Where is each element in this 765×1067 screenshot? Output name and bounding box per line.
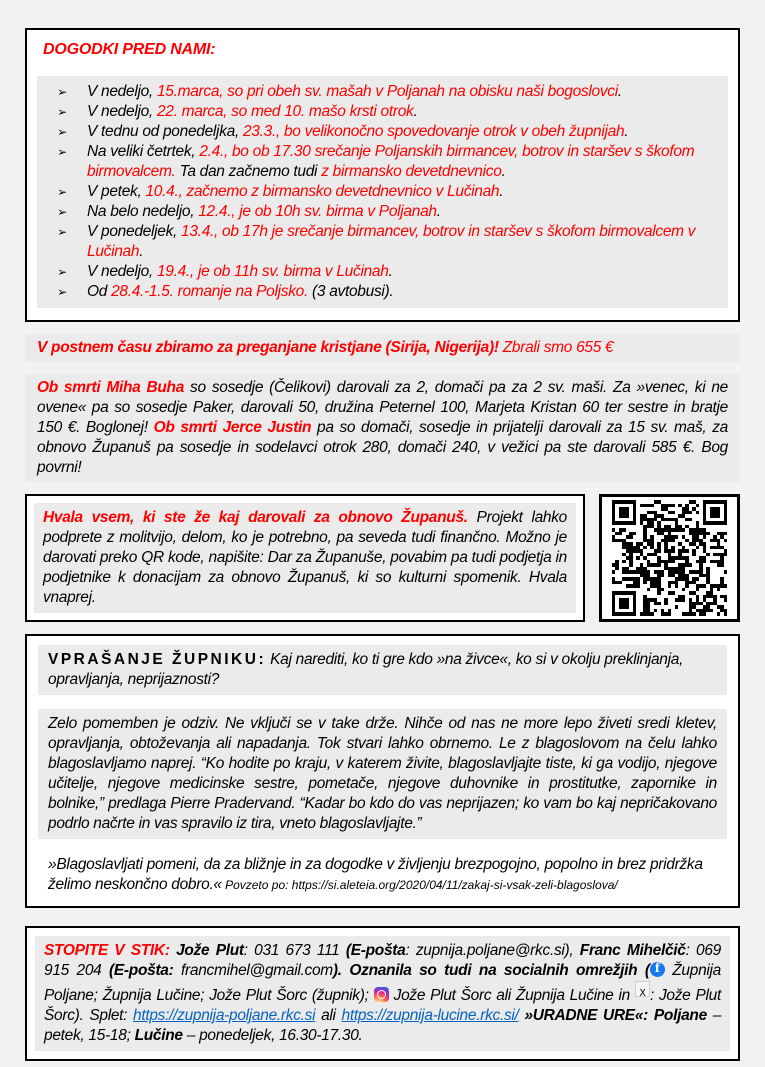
event-text (87, 182, 722, 202)
text-run: V tednu od ponedeljka, (87, 123, 243, 140)
arrow-bullet-icon: ➢ (57, 85, 67, 99)
arrow-bullet-icon: ➢ (57, 185, 67, 199)
event-text (87, 202, 722, 222)
text-run: . (436, 203, 441, 220)
lent-collection-notice (25, 334, 740, 362)
arrow-bullet-icon: ➢ (57, 285, 67, 299)
arrow-bullet-icon: ➢ (57, 145, 67, 159)
text-run: francmihel@gmail.com (173, 962, 333, 979)
text-run: . (501, 163, 506, 180)
text-run: Projekt lahko podprete z molitvijo, delom, ko je potrebno, pa seveda tudi finančno. Možno je darovati preko QR kode, napišite: Dar za Županuše, povabim pa tudi podjetja in podjetnike k donacijam za obnovo Županuš, ki so kulturni spomenik. Hvala vnaprej. (43, 509, 567, 606)
text-run: 19.4., je ob 11h sv. birma v Lučinah (156, 263, 389, 280)
text-run: Poljane (653, 1007, 707, 1024)
arrow-bullet-icon: ➢ (57, 205, 67, 219)
event-text (87, 142, 722, 182)
website-link[interactable]: https://zupnija-poljane.rkc.si (133, 1007, 316, 1024)
contact-box (25, 926, 740, 1061)
text-run: »Blagoslavljati pomeni, da za bližnje in za dogodke v življenju brezpogojno, popolno in brez pridržka želimo neskončno dobro.« (48, 856, 703, 893)
event-list-item (37, 122, 722, 142)
text-run: . (388, 263, 393, 280)
event-text (87, 222, 722, 262)
text-run: ali (315, 1007, 342, 1024)
arrow-bullet-icon: ➢ (57, 265, 67, 279)
qr-box (599, 494, 740, 622)
event-list-item (37, 182, 722, 202)
text-run: z birmansko devetdnevnico (321, 163, 502, 180)
text-run: . (624, 123, 629, 140)
text-run: : 069 915 204 (44, 942, 721, 979)
event-text (87, 282, 722, 302)
text-run: . (139, 243, 144, 260)
question-heading (38, 645, 727, 695)
text-run: Lučine (134, 1027, 183, 1044)
text-run: . (413, 103, 418, 120)
text-run: 2.4., bo ob 17.30 srečanje Poljanskih birmancev, botrov in staršev s škofom birmovalcem. (87, 143, 695, 180)
text-run: V petek, (87, 183, 146, 200)
text-run: V nedeljo, (87, 103, 157, 120)
event-list-item (37, 142, 722, 182)
arrow-bullet-icon: ➢ (57, 105, 67, 119)
text-run: – petek, 15-18; (44, 1007, 722, 1044)
instagram-icon (374, 987, 389, 1002)
event-list-item (37, 222, 722, 262)
text-run: 15.marca, so pri obeh sv. mašah v Poljanah na obisku naši bogoslovci (156, 83, 618, 100)
text-run: 22. marca, so med 10. mašo krsti otrok (156, 103, 414, 120)
donation-appeal-text (34, 503, 576, 613)
text-run: V nedeljo, (87, 83, 157, 100)
event-list-item (37, 202, 722, 222)
text-run: (E-pošta (345, 942, 406, 959)
text-run: : Jože Plut Šorc). Splet: (44, 987, 721, 1024)
text-run: 28.4.-1.5. romanje na Poljsko. (111, 283, 309, 300)
text-run: (3 avtobusi). (308, 283, 394, 300)
text-run: Župnija Poljane; Župnija Lučine; Jože Plut Šorc (župnik); (44, 962, 722, 1004)
arrow-bullet-icon: ➢ (57, 225, 67, 239)
text-run: Zelo pomemben je odziv. Ne vključi se v take drže. Nihče od nas ne more lepo živeti sredi kletev, opravljanja, obtoževanja ali napadanja. Tok stvari lahko obrnemo. Le z blagoslovom na čelu lahko blagoslavljamo naprej. “Ko hodite po kraju, v katerem živite, blagoslavljajte tiste, ki ga vodijo, njegove učitelje, njegove medicinske sestre, pometače, njegove duhovnike in prostitutke, zapornike in bolnike,” predlaga Pierre Pradervand. “Kadar bo kdo do vas neprijazen; ko vam bo kaj nepričakovano podrlo načrte in vas spravilo iz tira, vneto blagoslavljajte.” (48, 715, 717, 832)
text-run: 10.4., začnemo z birmansko devetdnevnico v Lučinah (145, 183, 500, 200)
event-text (87, 102, 722, 122)
text-run: . (617, 83, 622, 100)
text-run: Kaj narediti, ko ti gre kdo »na živce«, ko si v okolju preklinjanja, opravljanja, neprijaznosti? (48, 651, 684, 688)
text-run: V postnem času zbiramo za preganjane kristjane (Sirija, Nigerija)! (37, 339, 499, 356)
text-run: Povzeto po: https://si.aleteia.org/2020/04/11/zakaj-si-vsak-zeli-blagoslova/ (221, 878, 618, 892)
memorial-donations-paragraph (25, 374, 740, 482)
x-icon (635, 981, 650, 997)
text-run: STOPITE V STIK: (44, 942, 170, 959)
text-run: Ob smrti Miha Buha (37, 379, 185, 396)
text-run: Zbrali smo 655 € (498, 339, 614, 356)
question-answer (38, 709, 727, 839)
text-run: VPRAŠANJE ŽUPNIKU: (48, 651, 267, 668)
text-run: V nedeljo, (87, 263, 157, 280)
event-text (87, 262, 722, 282)
text-run: : zupnija.poljane@rkc.si), (405, 942, 580, 959)
event-text (87, 122, 722, 142)
event-list-item (37, 82, 722, 102)
donation-row (25, 494, 740, 622)
text-run: pa so domači, sosedje in prijatelji darovali za 15 sv. maš, za obnovo Županuš pa sosedje in sodelavci otrok 280, domači 240, v vežici pa ste darovali 585 €. Bog povrni! (37, 419, 728, 476)
contact-info (35, 936, 730, 1051)
facebook-icon (650, 962, 665, 977)
donation-appeal-box (25, 494, 585, 622)
text-run: ). (332, 962, 342, 979)
text-run: Jože Plut Šorc ali Župnija Lučine in (388, 987, 635, 1004)
text-run: 12.4., je ob 10h sv. birma v Poljanah (198, 203, 437, 220)
arrow-bullet-icon: ➢ (57, 125, 67, 139)
text-run: 23.3., bo velikonočno spovedovanje otrok v obeh župnijah (242, 123, 625, 140)
text-run: (E-pošta: (109, 962, 174, 979)
question-box (25, 634, 740, 908)
qr-code (612, 500, 728, 616)
text-run: Ob smrti Jerce Justin (153, 419, 312, 436)
text-run: Jože Plut (176, 942, 244, 959)
text-run: Oznanila so tudi na socialnih omrežjih ( (349, 962, 650, 979)
text-run: Hvala vsem, ki ste že kaj darovali za obnovo Županuš. (43, 509, 468, 526)
event-list-item (37, 262, 722, 282)
text-run: : 031 673 111 (243, 942, 346, 959)
event-text (87, 82, 722, 102)
text-run: V ponedeljek, (87, 223, 182, 240)
events-box (25, 28, 740, 322)
events-list (37, 76, 728, 308)
event-list-item (37, 102, 722, 122)
website-link[interactable]: https://zupnija-lucine.rkc.si/ (341, 1007, 519, 1024)
text-run: 13.4., ob 17h je srečanje birmancev, botrov in staršev s škofom birmovalcem v Lučinah (87, 223, 696, 260)
text-run: »URADNE URE«: (524, 1007, 649, 1024)
text-run: Od (87, 283, 112, 300)
event-list-item (37, 282, 722, 302)
text-run: – ponedeljek, 16.30-17.30. (182, 1027, 363, 1044)
text-run: . (499, 183, 504, 200)
text-run: Na veliki četrtek, (87, 143, 200, 160)
events-title: DOGODKI PRED NAMI: (43, 41, 216, 58)
text-run: Ta dan začnemo tudi (175, 163, 322, 180)
text-run: so sosedje (Čelikovi) darovali za 2, domači pa za 2 sv. maši. Za »venec, ki ne ovene« pa so sosedje Paker, darovali 50, družina Peternel 100, Marjeta Kristan 60 ter sestre in bratje 150 €. Boglonej! (37, 379, 728, 436)
text-run: Na belo nedeljo, (87, 203, 199, 220)
question-quote (38, 853, 727, 897)
text-run: Franc Mihelčič (579, 942, 686, 959)
